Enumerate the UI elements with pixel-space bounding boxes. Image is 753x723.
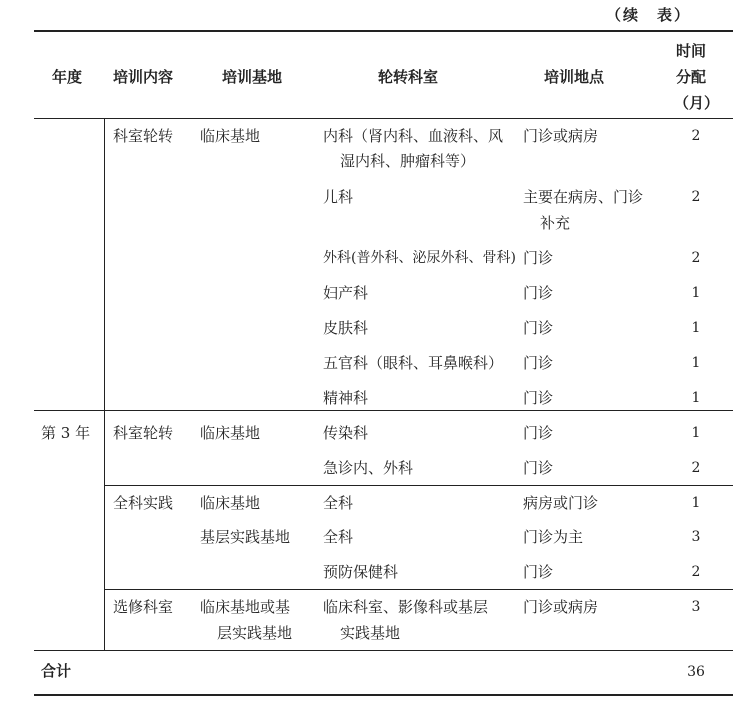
cell-location-cont: 补充 xyxy=(540,214,571,232)
cell-base: 临床基地 xyxy=(200,494,261,512)
cell-location: 门诊或病房 xyxy=(523,598,599,616)
bottom-rule xyxy=(34,694,733,696)
cell-content: 选修科室 xyxy=(113,598,174,616)
cell-months: 1 xyxy=(691,285,701,301)
cell-location: 门诊 xyxy=(523,319,554,337)
cell-months: 3 xyxy=(691,599,701,615)
header-content: 培训内容 xyxy=(113,68,174,86)
header-dept: 轮转科室 xyxy=(378,68,439,86)
cell-location: 门诊 xyxy=(523,284,554,302)
header-time-line2: 分配 xyxy=(676,68,707,86)
continued-label: （续 表） xyxy=(605,6,691,24)
cell-dept: 临床科室、影像科或基层 xyxy=(323,598,489,616)
cell-months: 2 xyxy=(691,128,701,144)
total-label: 合计 xyxy=(41,662,72,680)
cell-dept: 预防保健科 xyxy=(323,563,399,581)
cell-months: 2 xyxy=(691,250,701,266)
cell-location: 门诊或病房 xyxy=(523,127,599,145)
cell-months: 1 xyxy=(691,425,701,441)
cell-content: 科室轮转 xyxy=(113,424,174,442)
cell-location: 门诊 xyxy=(523,354,554,372)
header-time-line1: 时间 xyxy=(676,42,707,60)
total-rule xyxy=(34,650,733,651)
cell-location: 病房或门诊 xyxy=(523,494,599,512)
cell-location: 门诊 xyxy=(523,459,554,477)
cell-months: 2 xyxy=(691,460,701,476)
cell-location: 主要在病房、门诊 xyxy=(523,188,644,206)
cell-dept: 急诊内、外科 xyxy=(323,459,414,477)
cell-months: 2 xyxy=(691,189,701,205)
cell-base: 临床基地或基 xyxy=(200,598,291,616)
year-separator-rule xyxy=(34,410,733,411)
cell-dept: 外科(普外科、泌尿外科、骨科) xyxy=(323,250,516,266)
top-rule xyxy=(34,30,733,32)
cell-dept: 妇产科 xyxy=(323,284,369,302)
header-time-line3: （月） xyxy=(674,94,720,112)
cell-base: 基层实践基地 xyxy=(200,528,291,546)
cell-dept: 全科 xyxy=(323,528,354,546)
cell-months: 1 xyxy=(691,355,701,371)
cell-base: 临床基地 xyxy=(200,127,261,145)
header-rule xyxy=(34,118,733,119)
cell-months: 1 xyxy=(691,495,701,511)
cell-location: 门诊 xyxy=(523,563,554,581)
cell-base-cont: 层实践基地 xyxy=(217,624,293,642)
cell-location: 门诊 xyxy=(523,249,554,267)
cell-year: 第 3 年 xyxy=(41,424,91,442)
cell-content: 全科实践 xyxy=(113,494,174,512)
cell-content: 科室轮转 xyxy=(113,127,174,145)
header-base: 培训基地 xyxy=(222,68,283,86)
cell-months: 2 xyxy=(691,564,701,580)
cell-location: 门诊 xyxy=(523,424,554,442)
cell-dept: 全科 xyxy=(323,494,354,512)
section-rule-general xyxy=(104,485,733,486)
cell-dept: 五官科（眼科、耳鼻喉科） xyxy=(323,354,504,372)
cell-dept-cont: 湿内科、肿瘤科等） xyxy=(340,152,476,170)
cell-dept: 传染科 xyxy=(323,424,369,442)
cell-months: 3 xyxy=(691,529,701,545)
cell-dept-cont: 实践基地 xyxy=(340,624,401,642)
cell-months: 1 xyxy=(691,390,701,406)
cell-dept: 皮肤科 xyxy=(323,319,369,337)
cell-dept: 内科（肾内科、血液科、风 xyxy=(323,127,504,145)
header-year: 年度 xyxy=(52,68,83,86)
header-location: 培训地点 xyxy=(544,68,605,86)
cell-dept: 儿科 xyxy=(323,188,354,206)
year-column-divider xyxy=(104,118,105,650)
cell-months: 1 xyxy=(691,320,701,336)
cell-location: 门诊为主 xyxy=(523,528,584,546)
cell-dept: 精神科 xyxy=(323,389,369,407)
total-months: 36 xyxy=(687,664,705,680)
cell-base: 临床基地 xyxy=(200,424,261,442)
section-rule-elective xyxy=(104,589,733,590)
cell-location: 门诊 xyxy=(523,389,554,407)
